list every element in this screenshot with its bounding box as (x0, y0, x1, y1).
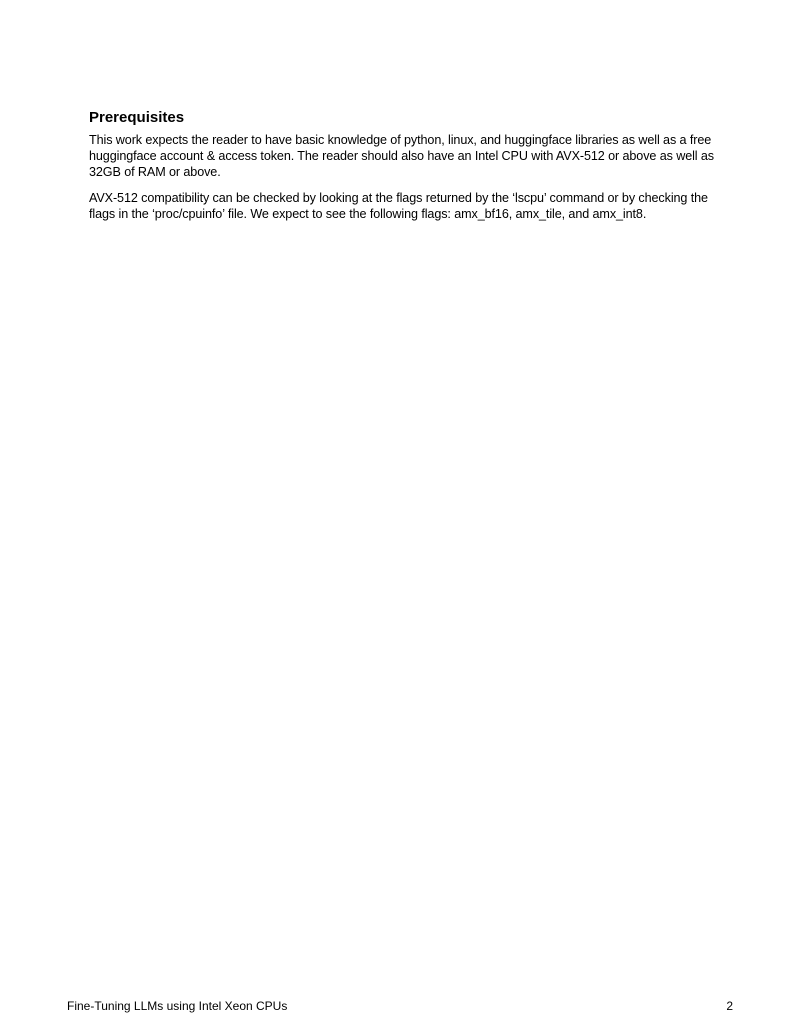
paragraph-avx512-check: AVX-512 compatibility can be checked by looking at the flags returned by the ‘lscpu’ command or by checking the flags in the ‘proc/cpuinfo’ file. We expect to see the following flags: amx_bf16, amx_tile, and amx_int8. (89, 191, 708, 221)
prerequisites-section (89, 108, 721, 232)
footer-document-title: Fine-Tuning LLMs using Intel Xeon CPUs (67, 999, 288, 1013)
paragraph-knowledge-requirements: This work expects the reader to have basic knowledge of python, linux, and huggingface libraries as well as a free huggingface account & access token. The reader should also have an Intel CPU with AVX-512 or above as well as 32GB of RAM or above. (89, 133, 714, 179)
section-heading: Prerequisites (89, 109, 185, 126)
page-footer (67, 997, 733, 1015)
footer-page-number: 2 (726, 999, 733, 1013)
